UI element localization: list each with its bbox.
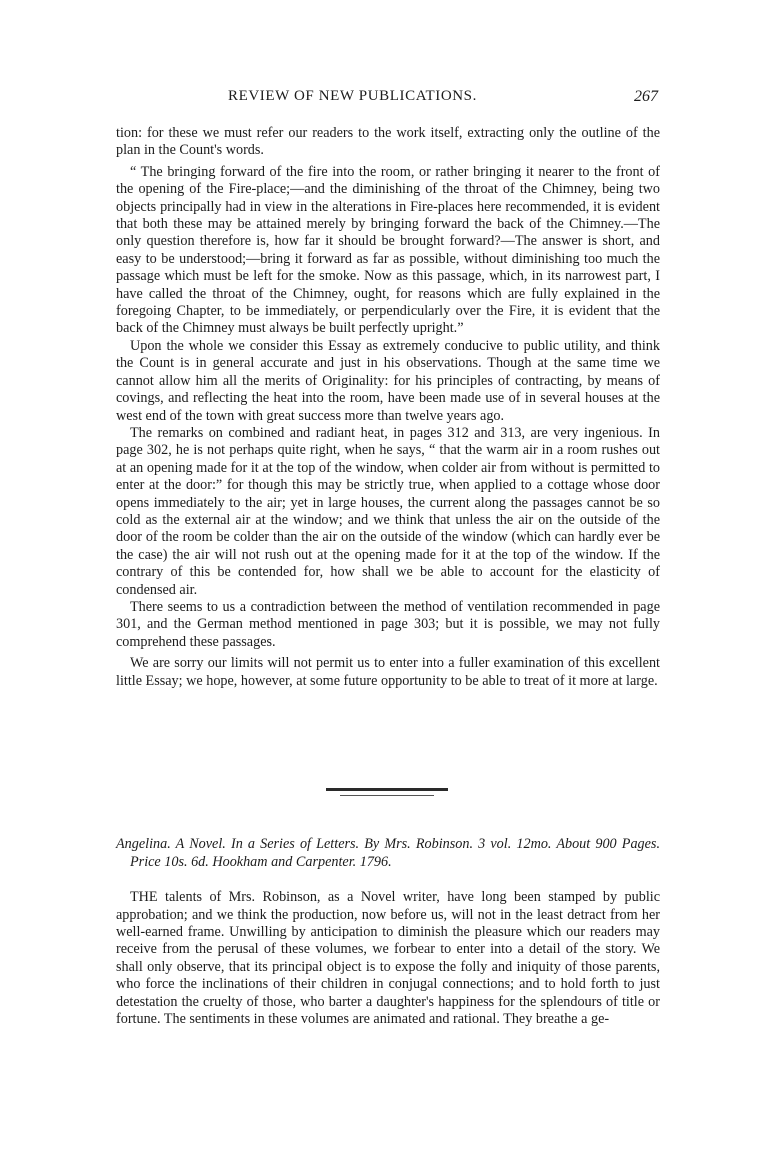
paragraph: The remarks on combined and radiant heat, in pages 312 and 313, are very ingenious. In page 302, he is not perhaps quite right, when he says, “ that the warm air in a room rushes out at an opening made for it at the top of the window, when colder air from without is permitted to enter at the door:” for though this may be strictly true, when applied to a cottage whose door opens immediately to the air; yet in large houses, the current along the passages cannot be so cold as the external air at the window; and we think that unless the air on the outside of the door of the room be colder than the air on the outside of the window (which can hardly ever be the case) the air will not rush out at the opening made for it at the top of the window. If the contrary of this be contended for, how shall we be able to account for the elasticity of condensed air. [116, 424, 660, 598]
paragraph: We are sorry our limits will not permit us to enter into a fuller examination of this excellent little Essay; we hope, however, at some future opportunity to be able to treat of it more at large. [116, 655, 660, 689]
section-divider-thin [340, 795, 434, 796]
paragraph: tion: for these we must refer our readers to the work itself, extracting only the outline of the plan in the Count's words. [116, 125, 660, 159]
paragraph: Upon the whole we consider this Essay as extremely conducive to public utility, and think the Count is in general accurate and just in his observations. Though at the same time we cannot allow him all the merits of Originality: for his principles of contracting, by means of covings, and reflecting the heat into the room, have been made use of in several houses at the west end of the town with great success more than twelve years ago. [116, 337, 660, 424]
paragraph: There seems to us a contradiction between the method of ventilation recommended in page 301, and the German method mentioned in page 303; but it is possible, we may not fully comprehend these passages. [116, 598, 660, 650]
review-section [116, 836, 660, 1028]
review-body: THE talents of Mrs. Robinson, as a Novel writer, have long been stamped by public approbation; and we think the production, now before us, will not in the least detract from her well-earned frame. Unwilling by anticipation to diminish the pleasure which our readers may receive from the perusal of these volumes, we forbear to enter into a detail of the story. We shall only observe, that its principal object is to expose the folly and iniquity of those parents, who force the inclinations of their children in conjugal connections; and to hold forth to just detestation the cruelty of those, who barter a daughter's happiness for the splendours of title or fortune. The sentiments in these volumes are animated and rational. They breathe a ge- [116, 889, 660, 1028]
article-body [116, 125, 660, 690]
running-head: REVIEW OF NEW PUBLICATIONS. [228, 88, 477, 104]
page-header [116, 88, 658, 110]
page-number: 267 [634, 88, 658, 105]
quoted-paragraph: “ The bringing forward of the fire into the room, or rather bringing it nearer to the front of the opening of the Fire-place;—and the diminishing of the throat of the Chimney, being two objects principally had in view in the alterations in Fire-places here recommended, it is evident that both these may be attained merely by bringing forward the back of the Chimney.—The only question therefore is, how far it should be brought forward?—The answer is short, and easy to be understood;—bring it forward as far as possible, without diminishing too much the passage which must be left for the smoke. Now as this passage, which, in its narrowest part, I have called the throat of the Chimney, ought, for reasons which are fully explained in the foregoing Chapter, to be immediately, or perpendicularly over the Fire, it is evident that the back of the Chimney must always be built perfectly upright.” [116, 163, 660, 337]
review-heading [116, 836, 660, 871]
section-divider [326, 788, 448, 791]
review-title: Angelina. A Novel. In a Series of Letters. By Mrs. Robinson. 3 vol. 12mo. About 900 Pages. Price 10s. 6d. Hookham and Carpenter. 1796. [116, 836, 660, 870]
